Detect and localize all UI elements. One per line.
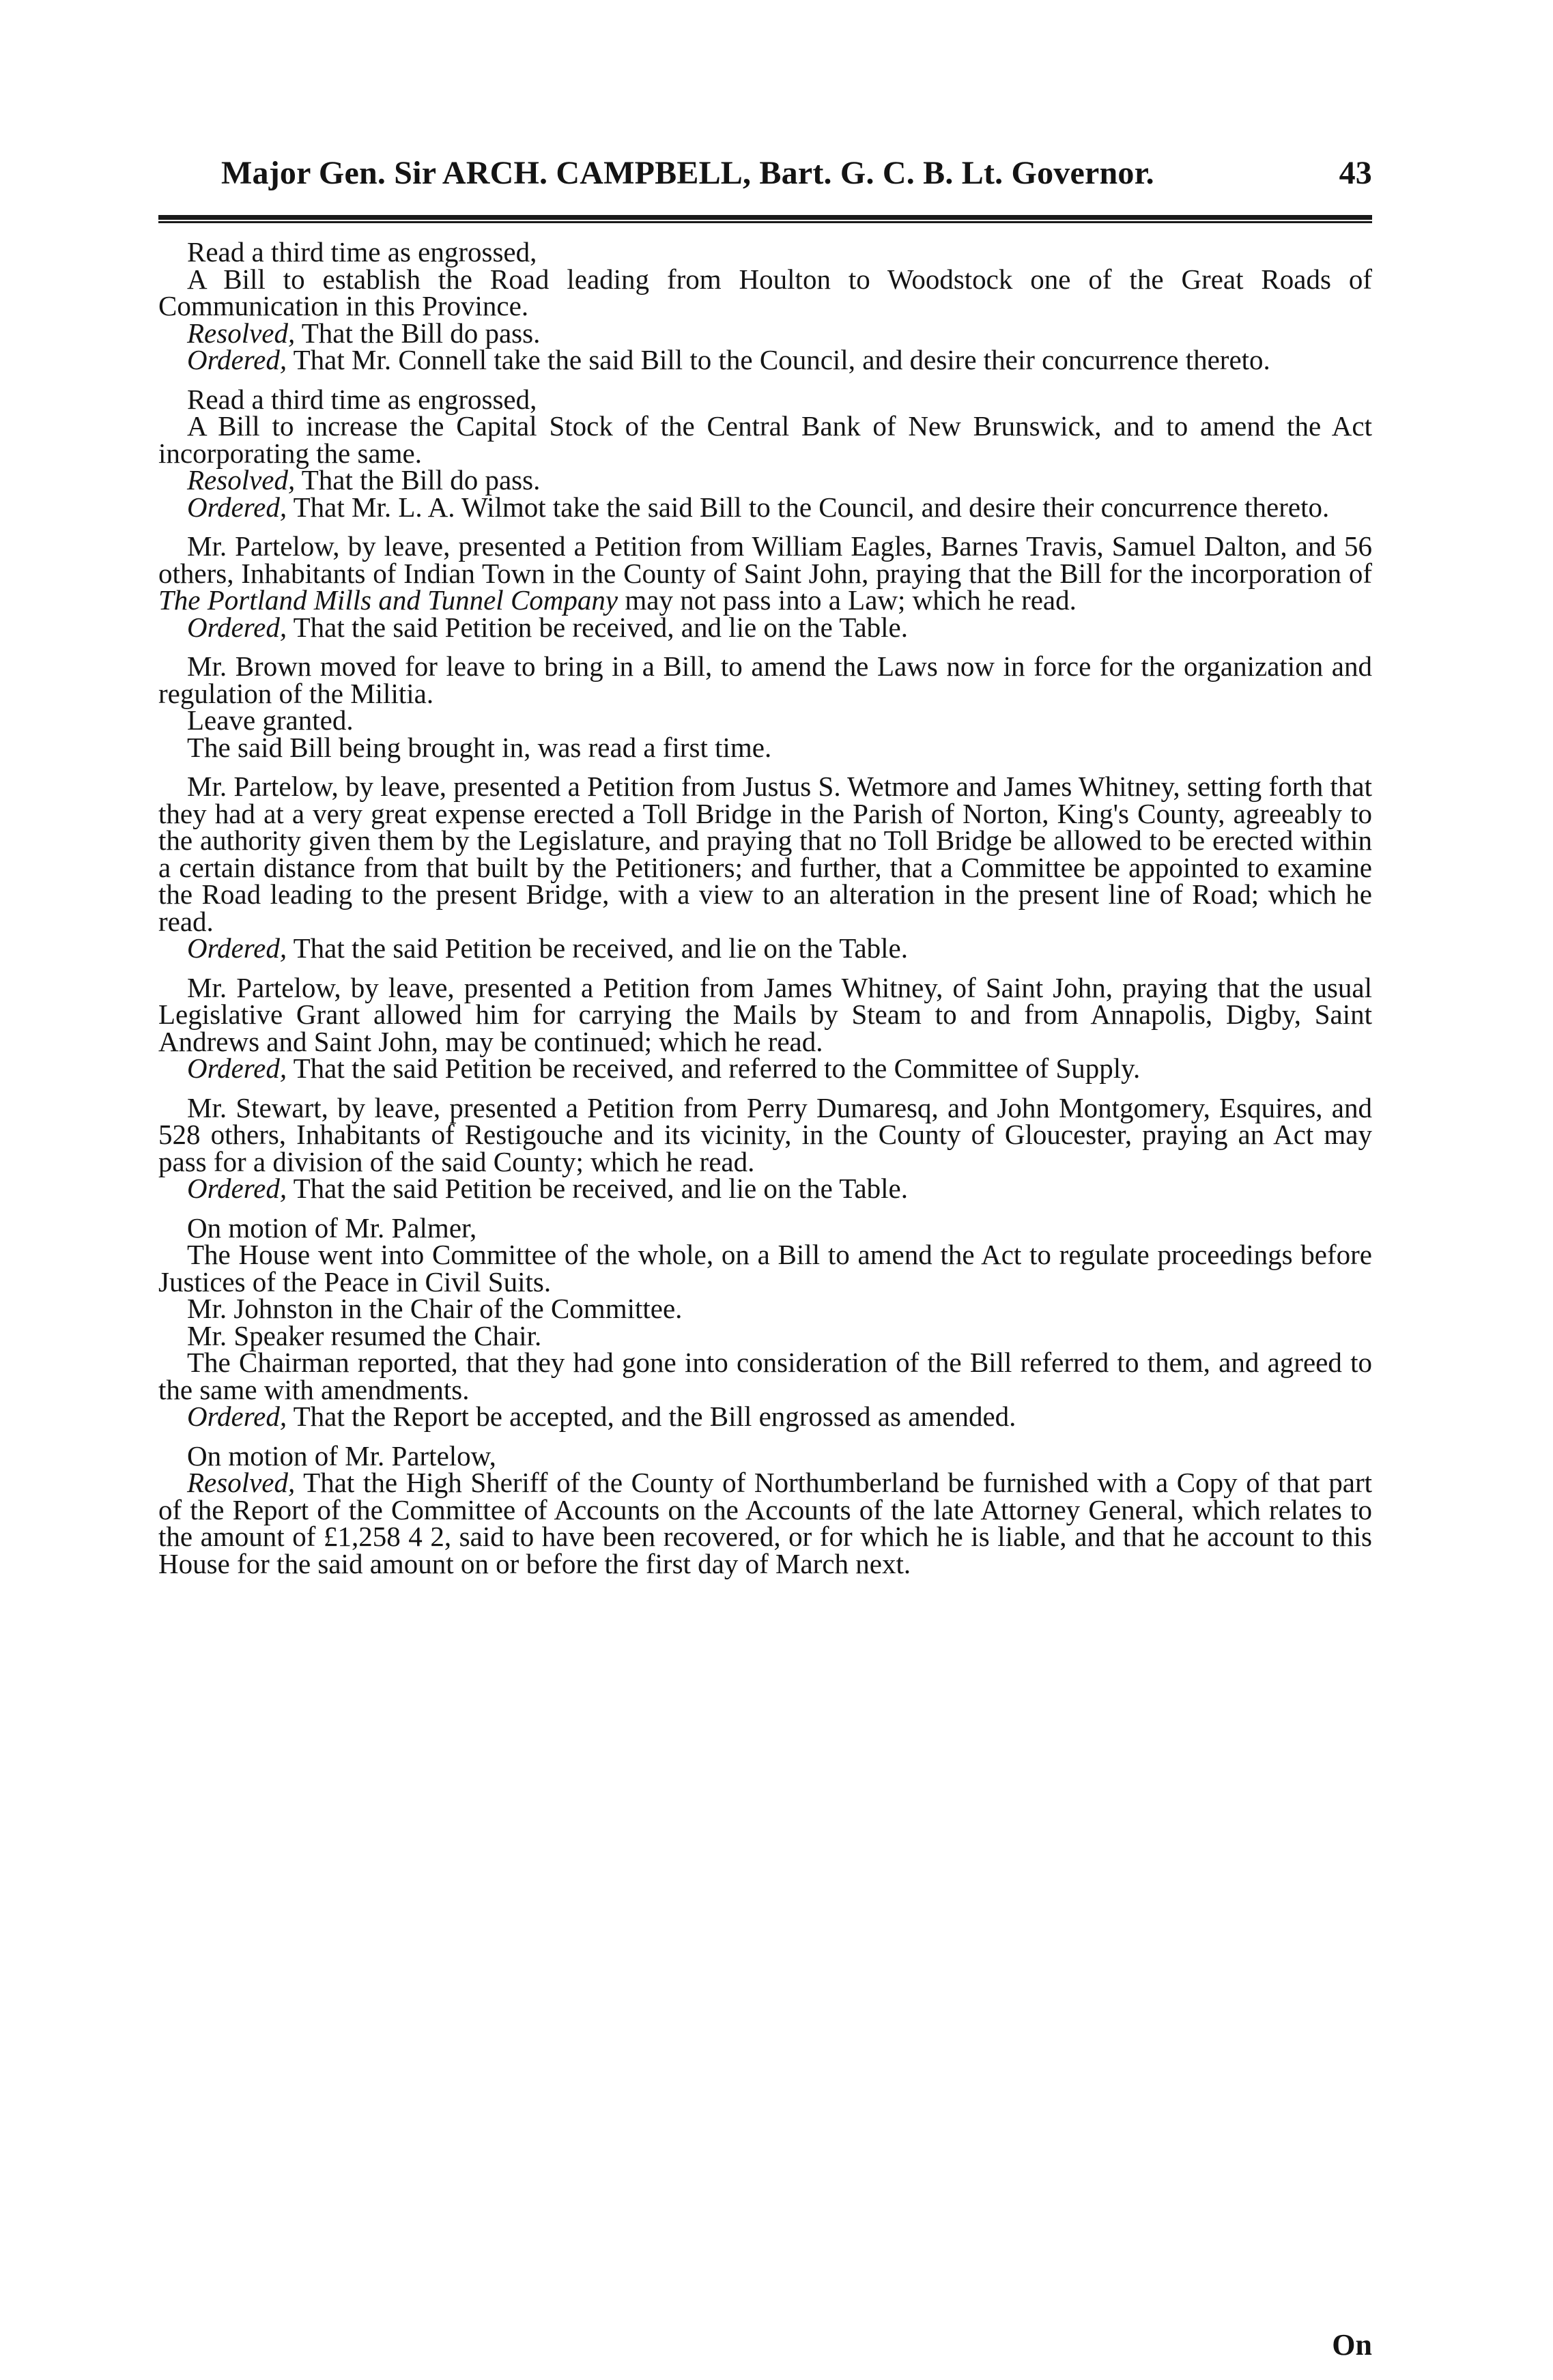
journal-body <box>158 236 1372 1590</box>
paragraph: Mr. Brown moved for leave to bring in a Bill, to amend the Laws now in force for the organization and regulation of the Militia. <box>158 650 1372 709</box>
resolved-label: Resolved, <box>187 1467 296 1498</box>
paragraph-text: That the said Petition be received, and lie on the Table. <box>287 932 908 964</box>
paragraph <box>158 491 1372 523</box>
paragraph <box>158 1403 1372 1431</box>
paragraph <box>158 344 1372 375</box>
paragraph: The House went into Committee of the whole, on a Bill to amend the Act to regulate proceedings before Justices of the Peace in Civil Suits. <box>158 1239 1372 1297</box>
paragraph: A Bill to increase the Capital Stock of the Central Bank of New Brunswick, and to amend the Act incorporating the same. <box>158 410 1372 469</box>
paragraph-text: That the Bill do pass. <box>295 464 541 496</box>
paragraph-text: That the Report be accepted, and the Bill engrossed as amended. <box>287 1401 1016 1432</box>
paragraph <box>158 464 1372 496</box>
paragraph <box>158 932 1372 964</box>
paragraph: Mr. Stewart, by leave, presented a Petition from Perry Dumaresq, and John Montgomery, Esquires, and 528 others, Inhabitants of Restigouche and its vicinity, in the County of Gloucester, praying an Act may pass for a division of the said County; which he read. <box>158 1091 1372 1177</box>
paragraph: Mr. Johnston in the Chair of the Committee. <box>187 1293 683 1324</box>
running-header <box>221 154 1372 202</box>
ordered-label: Ordered, <box>187 1401 287 1432</box>
paragraph <box>158 1469 1372 1577</box>
paragraph: The said Bill being brought in, was read a first time. <box>187 731 772 763</box>
paragraph: A Bill to establish the Road leading from Houlton to Woodstock one of the Great Roads of Communication in this Province. <box>158 263 1372 321</box>
paragraph: The Chairman reported, that they had gone into consideration of the Bill referred to them, and agreed to the same with amendments. <box>158 1347 1372 1405</box>
entry-mails-petition <box>158 971 1372 1084</box>
paragraph: Read a third time as engrossed, <box>187 383 537 415</box>
resolved-label: Resolved, <box>187 464 296 496</box>
paragraph <box>158 611 1372 643</box>
catchword: On <box>1332 2328 1372 2362</box>
paragraph-text: That the said Petition be received, and referred to the Committee of Supply. <box>287 1052 1141 1084</box>
paragraph: Leave granted. <box>187 704 354 736</box>
ordered-label: Ordered, <box>187 932 287 964</box>
paragraph-text: That Mr. Connell take the said Bill to the Council, and desire their concurrence thereto. <box>287 344 1270 375</box>
header-rule <box>158 215 1372 223</box>
paragraph-text: may not pass into a Law; which he read. <box>618 584 1077 616</box>
paragraph <box>158 530 1372 616</box>
paragraph-text: That the High Sheriff of the County of Northumberland be furnished with a Copy of that part of the Report of the Committee of Accounts on the Accounts of the late Attorney General, which relates to the amount of £1,258 4 2, said to have been recovered, or for which he is liable, and that he account to this House for the said amount on or before the first day of March next. <box>158 1467 1372 1579</box>
paragraph-text: Mr. Partelow, by leave, presented a Petition from William Eagles, Barnes Travis, Samuel Dalton, and 56 others, Inhabitants of Indian Town in the County of Saint John, praying that the Bill for the incorporation of <box>158 530 1372 589</box>
entry-toll-bridge-petition <box>158 773 1372 962</box>
paragraph <box>158 1052 1372 1084</box>
entry-indian-town-petition <box>158 530 1372 643</box>
ordered-label: Ordered, <box>187 1052 287 1084</box>
journal-page <box>156 0 1372 2380</box>
paragraph-text: That the said Petition be received, and lie on the Table. <box>287 1173 908 1204</box>
paragraph: Read a third time as engrossed, <box>187 236 537 268</box>
paragraph: Mr. Partelow, by leave, presented a Petition from Justus S. Wetmore and James Whitney, setting forth that they had at a very great expense erected a Toll Bridge in the Parish of Norton, King's County, agreeably to the authority given them by the Legislature, and praying that no Toll Bridge be allowed to be erected within a certain distance from that built by the Petitioners; and further, that a Committee be appointed to examine the Road leading to the present Bridge, with a view to an alteration in the present line of Road; which he read. <box>158 771 1372 937</box>
paragraph <box>158 1175 1372 1203</box>
entry-central-bank-bill <box>158 383 1372 523</box>
ordered-label: Ordered, <box>187 491 287 523</box>
paragraph-text: That Mr. L. A. Wilmot take the said Bill to the Council, and desire their concurrence thereto. <box>287 491 1330 523</box>
ordered-label: Ordered, <box>187 1173 287 1204</box>
paragraph-text: That the said Petition be received, and lie on the Table. <box>287 611 908 643</box>
paragraph: Mr. Speaker resumed the Chair. <box>187 1319 542 1351</box>
header-title: Major Gen. Sir ARCH. CAMPBELL, Bart. G. C. B. Lt. Governor. <box>221 155 1154 191</box>
page-number: 43 <box>1339 155 1372 191</box>
entry-justices-bill-committee <box>158 1211 1372 1432</box>
paragraph: Mr. Partelow, by leave, presented a Petition from James Whitney, of Saint John, praying that the usual Legislative Grant allowed him for carrying the Mails by Steam to and from Annapolis, Digby, Saint Andrews and Saint John, may be continued; which he read. <box>158 971 1372 1057</box>
company-title: The Portland Mills and Tunnel Company <box>158 584 618 616</box>
entry-houlton-road-bill <box>158 236 1372 375</box>
ordered-label: Ordered, <box>187 611 287 643</box>
paragraph <box>158 317 1372 349</box>
ordered-label: Ordered, <box>187 344 287 375</box>
entry-restigouche-petition <box>158 1091 1372 1204</box>
entry-militia-bill <box>158 650 1372 763</box>
entry-high-sheriff-resolution <box>158 1439 1372 1579</box>
paragraph-text: That the Bill do pass. <box>295 317 541 349</box>
resolved-label: Resolved, <box>187 317 296 349</box>
paragraph: On motion of Mr. Partelow, <box>187 1439 496 1472</box>
paragraph: On motion of Mr. Palmer, <box>187 1211 477 1244</box>
